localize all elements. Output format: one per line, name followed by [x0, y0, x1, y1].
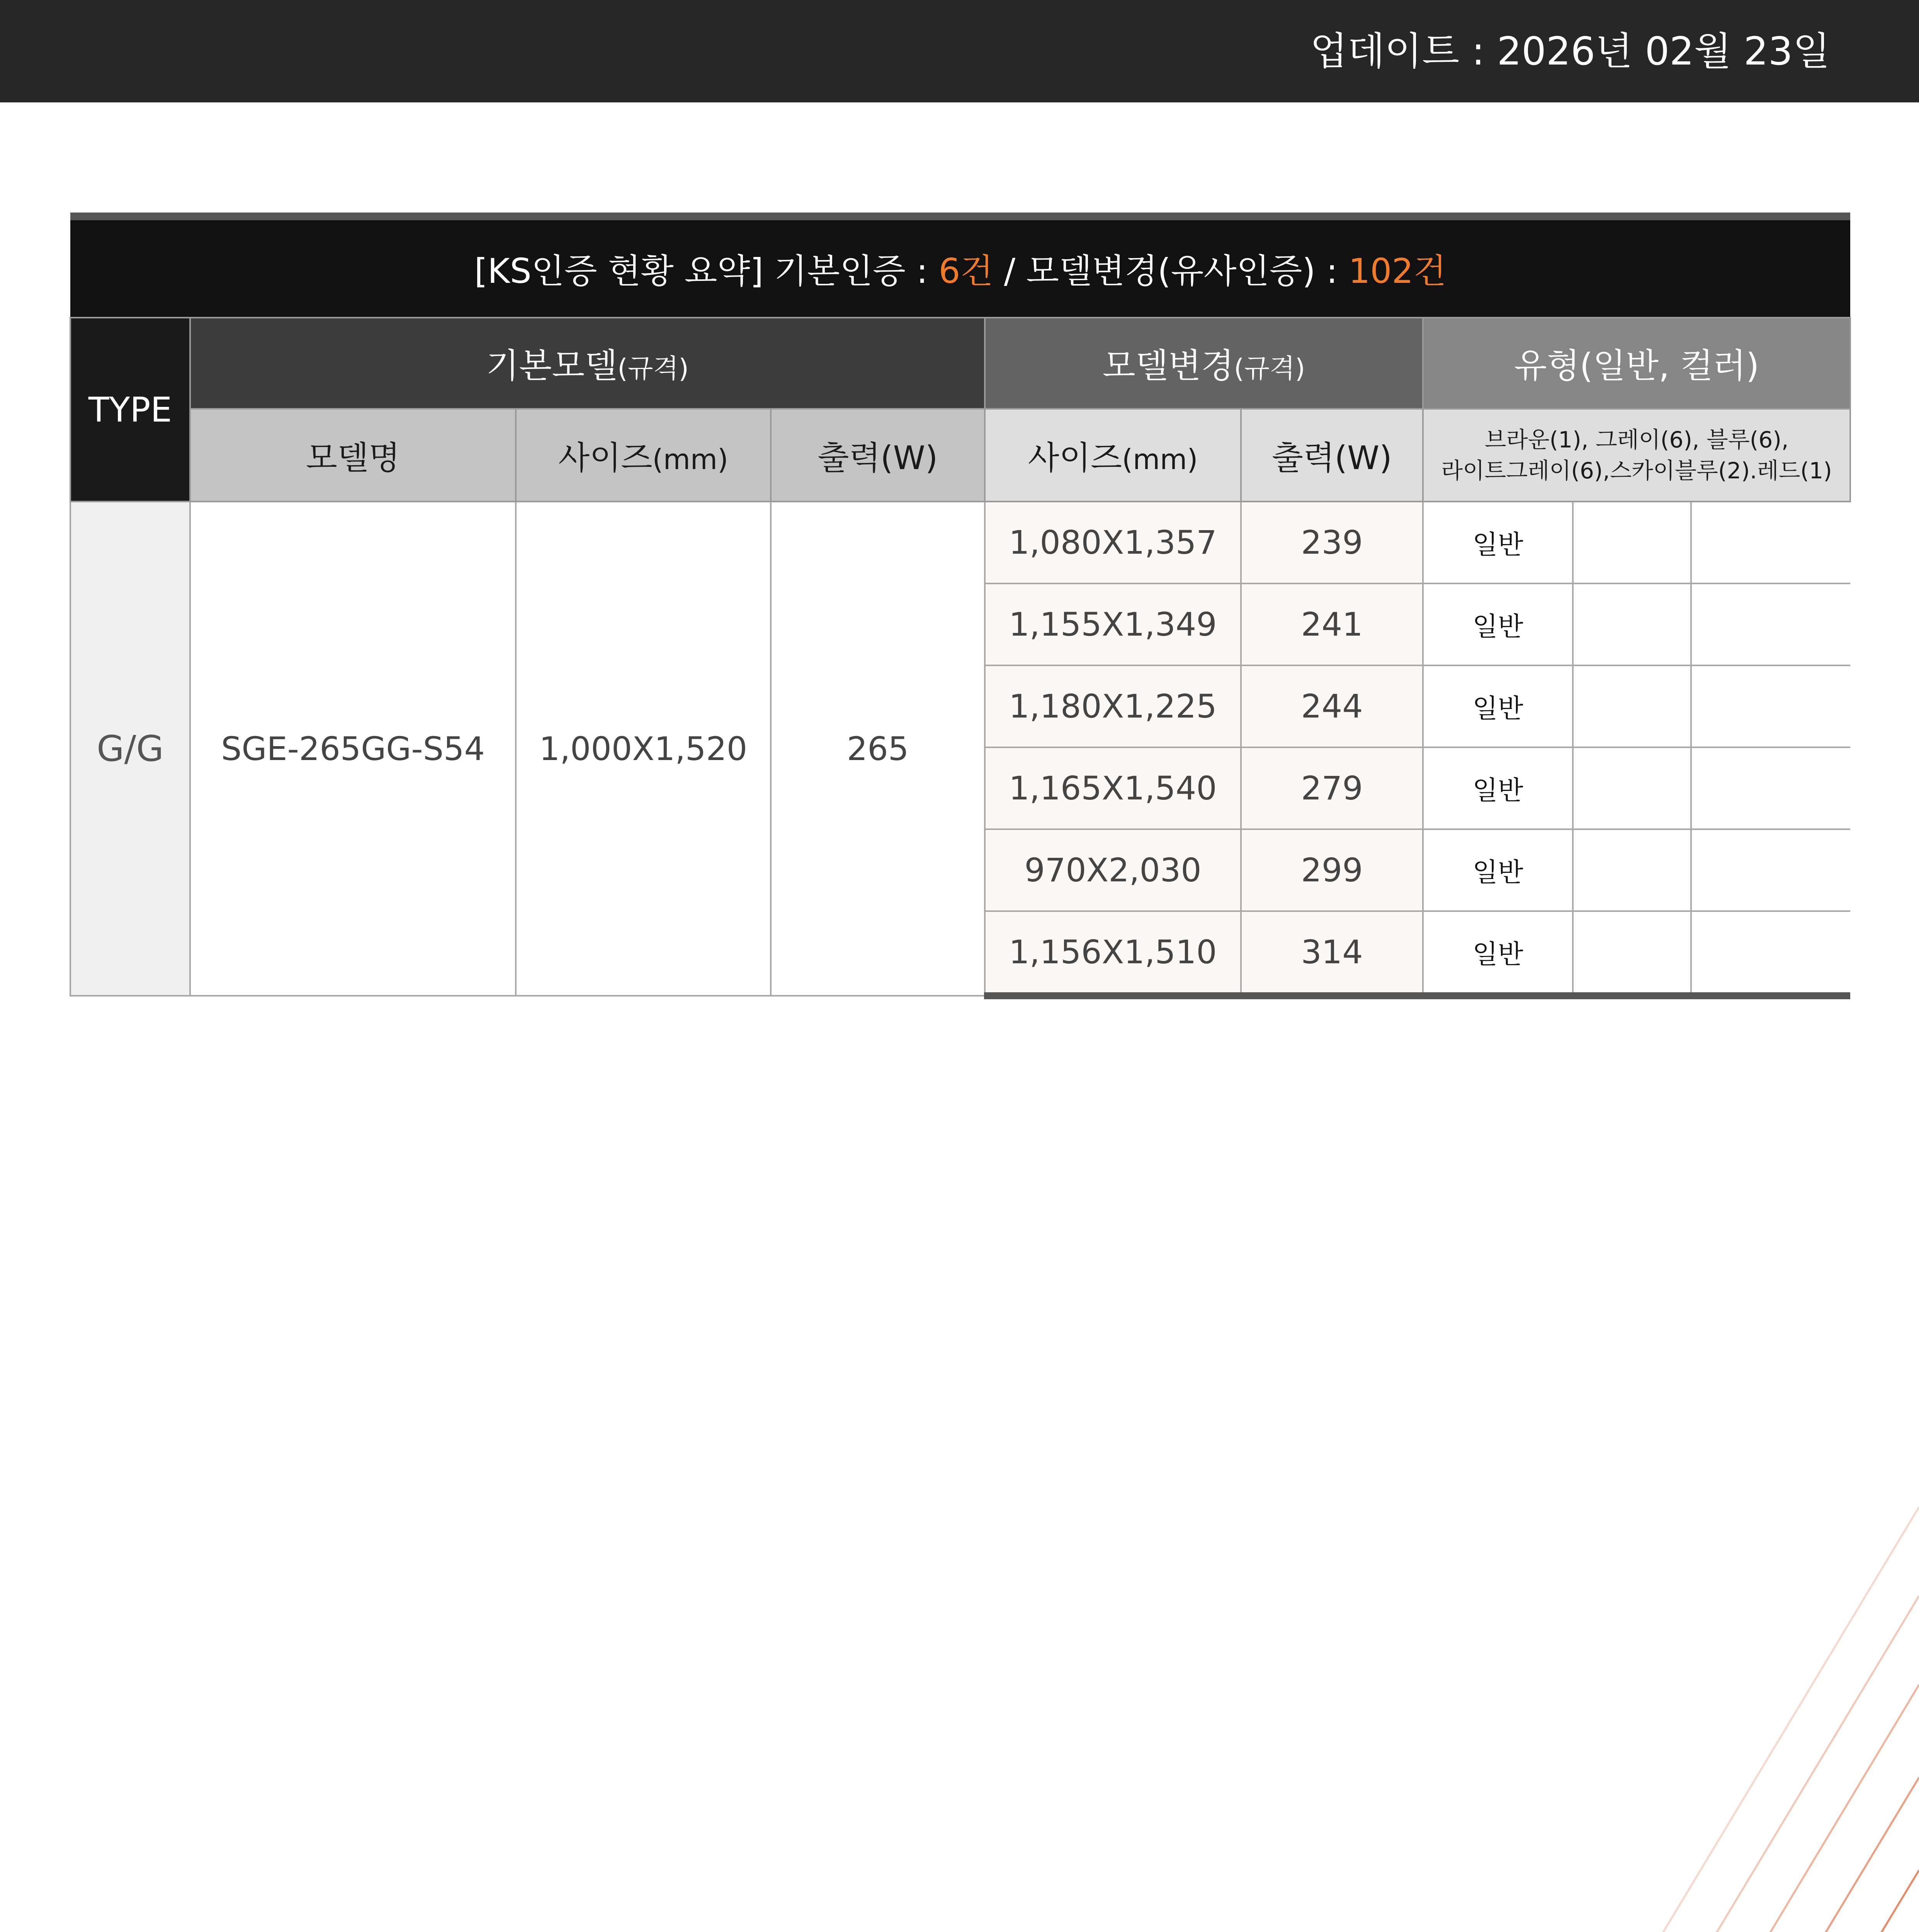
- base-size-header: 사이즈(mm): [516, 409, 771, 502]
- change-size-header: 사이즈(mm): [985, 409, 1241, 502]
- type-cell: G/G: [70, 502, 190, 996]
- change-power: 279: [1241, 747, 1423, 829]
- kind-cell: 일반: [1423, 747, 1573, 829]
- change-size: 1,180X1,225: [985, 665, 1241, 747]
- kind-cell: 일반: [1423, 829, 1573, 911]
- kind-cell: 일반: [1423, 583, 1573, 665]
- base-size: 1,000X1,520: [516, 502, 771, 996]
- kind-cell: 일반: [1423, 911, 1573, 996]
- kind-cell: 일반: [1423, 502, 1573, 583]
- table-title: [KS인증 현황 요약] 기본인증 : 6건 / 모델변경(유사인증) : 102건: [70, 216, 1850, 318]
- change-size: 1,156X1,510: [985, 911, 1241, 996]
- change-power: 239: [1241, 502, 1423, 583]
- change-size: 1,165X1,540: [985, 747, 1241, 829]
- change-power: 241: [1241, 583, 1423, 665]
- model-change-header: 모델변경(규격): [985, 318, 1423, 409]
- change-size: 970X2,030: [985, 829, 1241, 911]
- change-power: 299: [1241, 829, 1423, 911]
- kind-header: 유형(일반, 컬러): [1423, 318, 1850, 409]
- base-model-name: SGE-265GG-S54: [190, 502, 516, 996]
- change-size: 1,080X1,357: [985, 502, 1241, 583]
- base-power-header: 출력(W): [771, 409, 985, 502]
- kind-cell: 일반: [1423, 665, 1573, 747]
- col-type-header: TYPE: [70, 318, 190, 502]
- change-size: 1,155X1,349: [985, 583, 1241, 665]
- base-model-header: 기본모델(규격): [190, 318, 985, 409]
- change-power-header: 출력(W): [1241, 409, 1423, 502]
- basic-count: 6건: [938, 251, 993, 291]
- model-name-header: 모델명: [190, 409, 516, 502]
- update-date: 업데이트 : 2026년 02월 23일: [1310, 29, 1830, 74]
- change-power: 244: [1241, 665, 1423, 747]
- change-power: 314: [1241, 911, 1423, 996]
- color-variants-header: 브라운(1), 그레이(6), 블루(6), 라이트그레이(6),스카이블루(2).레드(1): [1423, 409, 1850, 502]
- base-power: 265: [771, 502, 985, 996]
- change-count: 102건: [1348, 251, 1446, 291]
